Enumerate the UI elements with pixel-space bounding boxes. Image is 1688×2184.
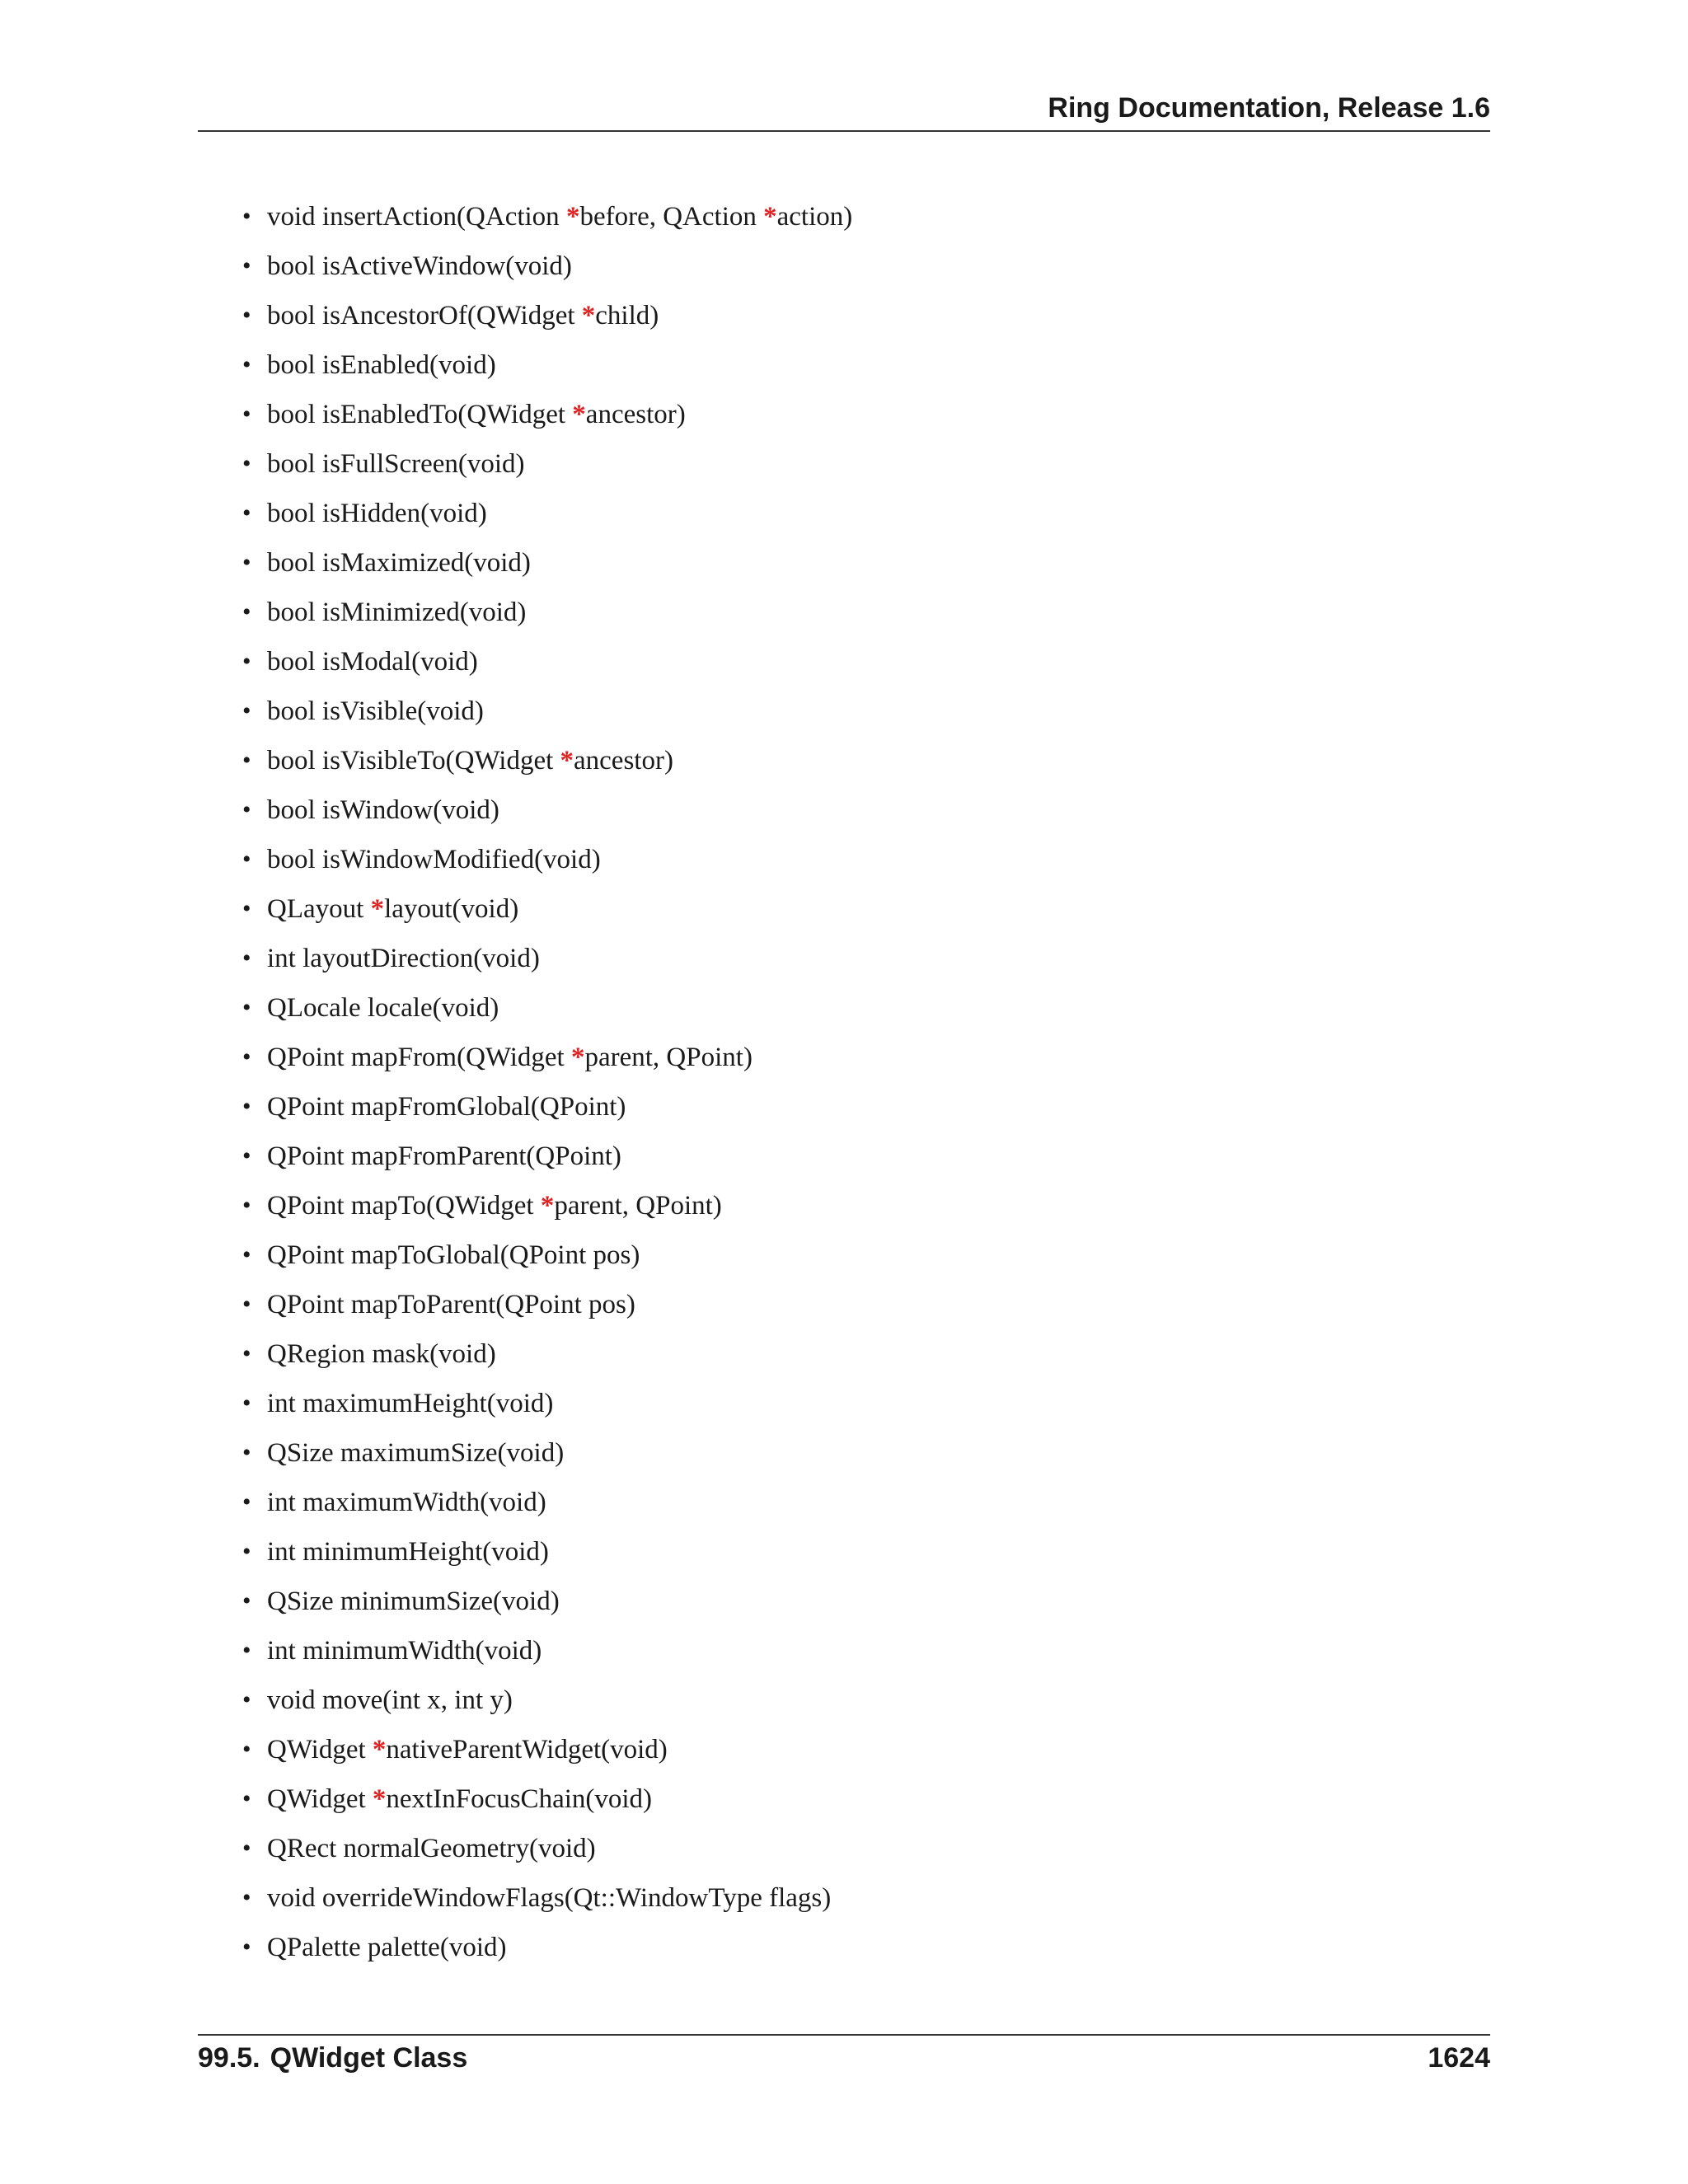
pointer-star: * bbox=[560, 746, 574, 776]
method-signature-text: int layoutDirection(void) bbox=[267, 944, 540, 973]
method-signature-text: QPoint mapToParent(QPoint pos) bbox=[267, 1290, 635, 1319]
method-signature-text: bool isEnabledTo(QWidget bbox=[267, 400, 573, 429]
method-signature-text: QPoint mapFromGlobal(QPoint) bbox=[267, 1092, 626, 1122]
method-signature-text: bool isFullScreen(void) bbox=[267, 449, 525, 479]
method-item bbox=[0, 1082, 852, 1132]
method-signature-text: void overrideWindowFlags(Qt::WindowType flags) bbox=[267, 1883, 832, 1913]
method-signature-text: bool isWindowModified(void) bbox=[267, 845, 601, 874]
method-item bbox=[0, 538, 852, 588]
method-signature-text: bool isActiveWindow(void) bbox=[267, 251, 572, 281]
method-signature-text: void insertAction(QAction bbox=[267, 202, 566, 232]
method-signature-text: nextInFocusChain(void) bbox=[386, 1784, 653, 1814]
method-signature-text: bool isVisibleTo(QWidget bbox=[267, 746, 560, 776]
method-item bbox=[0, 241, 852, 291]
method-signature-text: int maximumWidth(void) bbox=[267, 1488, 546, 1517]
method-item bbox=[0, 884, 852, 934]
method-item bbox=[0, 1132, 852, 1181]
method-item bbox=[0, 1577, 852, 1626]
pointer-star: * bbox=[372, 1735, 387, 1765]
method-item bbox=[0, 1824, 852, 1873]
method-signature-text: QRect normalGeometry(void) bbox=[267, 1834, 596, 1863]
method-signature-text: ancestor) bbox=[574, 746, 673, 776]
method-signature-text: child) bbox=[595, 301, 659, 330]
method-signature-text: QPoint mapFromParent(QPoint) bbox=[267, 1141, 621, 1171]
method-item bbox=[0, 1379, 852, 1428]
method-item bbox=[0, 291, 852, 340]
method-item bbox=[0, 1774, 852, 1824]
method-item bbox=[0, 785, 852, 835]
method-item bbox=[0, 439, 852, 489]
method-signature-text: int maximumHeight(void) bbox=[267, 1389, 554, 1418]
method-signature-text: action) bbox=[776, 202, 853, 232]
method-signature-text: parent, QPoint) bbox=[554, 1191, 722, 1221]
method-item bbox=[0, 1725, 852, 1774]
method-item bbox=[0, 340, 852, 390]
method-signature-text: bool isVisible(void) bbox=[267, 696, 484, 726]
method-item bbox=[0, 1230, 852, 1280]
method-signature-text: QLocale locale(void) bbox=[267, 993, 499, 1023]
pointer-star: * bbox=[763, 202, 777, 232]
method-signature-text: QSize minimumSize(void) bbox=[267, 1586, 560, 1616]
method-signature-text: bool isEnabled(void) bbox=[267, 350, 496, 380]
method-signature-text: bool isMaximized(void) bbox=[267, 548, 531, 578]
method-signature-text: QWidget bbox=[267, 1735, 373, 1765]
footer-rule bbox=[198, 2034, 1490, 2036]
method-item bbox=[0, 934, 852, 983]
method-signature-text: ancestor) bbox=[585, 400, 686, 429]
footer-section bbox=[198, 2042, 467, 2074]
method-item bbox=[0, 1873, 852, 1923]
method-signature-text: bool isMinimized(void) bbox=[267, 598, 527, 627]
method-signature-text: QPoint mapFrom(QWidget bbox=[267, 1043, 571, 1072]
method-item bbox=[0, 1181, 852, 1230]
method-item bbox=[0, 192, 852, 241]
method-item bbox=[0, 687, 852, 736]
pointer-star: * bbox=[540, 1191, 555, 1221]
method-signature-text: int minimumWidth(void) bbox=[267, 1636, 542, 1666]
method-item bbox=[0, 983, 852, 1033]
pointer-star: * bbox=[565, 202, 580, 232]
method-signature-text: before, QAction bbox=[579, 202, 764, 232]
pointer-star: * bbox=[581, 301, 596, 330]
method-signature-text: nativeParentWidget(void) bbox=[386, 1735, 668, 1765]
method-signature-text: int minimumHeight(void) bbox=[267, 1537, 549, 1567]
method-item bbox=[0, 736, 852, 785]
method-item bbox=[0, 1923, 852, 1972]
method-item bbox=[0, 835, 852, 884]
method-signature-text: bool isModal(void) bbox=[267, 647, 478, 677]
method-item bbox=[0, 1428, 852, 1478]
footer-section-title: QWidget Class bbox=[270, 2042, 468, 2074]
method-signature-text: bool isWindow(void) bbox=[267, 795, 499, 825]
method-item bbox=[0, 390, 852, 439]
method-item bbox=[0, 1329, 852, 1379]
method-item bbox=[0, 489, 852, 538]
pointer-star: * bbox=[572, 400, 586, 429]
method-item bbox=[0, 1675, 852, 1725]
method-item bbox=[0, 1527, 852, 1577]
pointer-star: * bbox=[370, 894, 385, 924]
running-header-title: Ring Documentation, Release 1.6 bbox=[1048, 92, 1490, 124]
method-signature-text: bool isHidden(void) bbox=[267, 499, 487, 528]
pointer-star: * bbox=[570, 1043, 585, 1072]
method-signature-text: QPalette palette(void) bbox=[267, 1933, 507, 1962]
footer-section-number: 99.5. bbox=[198, 2042, 260, 2074]
method-signature-text: bool isAncestorOf(QWidget bbox=[267, 301, 582, 330]
method-signature-text: QPoint mapTo(QWidget bbox=[267, 1191, 541, 1221]
method-item bbox=[0, 1280, 852, 1329]
method-signature-text: QSize maximumSize(void) bbox=[267, 1438, 565, 1468]
method-signature-text: QWidget bbox=[267, 1784, 373, 1814]
method-item bbox=[0, 1033, 852, 1082]
method-signature-text: parent, QPoint) bbox=[584, 1043, 753, 1072]
method-item bbox=[0, 1626, 852, 1675]
method-item bbox=[0, 1478, 852, 1527]
footer-page-number: 1624 bbox=[1428, 2042, 1490, 2074]
method-item bbox=[0, 588, 852, 637]
pointer-star: * bbox=[372, 1784, 387, 1814]
method-signature-text: QRegion mask(void) bbox=[267, 1339, 496, 1369]
method-signature-text: QLayout bbox=[267, 894, 371, 924]
method-signature-text: void move(int x, int y) bbox=[267, 1685, 513, 1715]
method-item bbox=[0, 637, 852, 687]
header-rule bbox=[198, 130, 1490, 132]
method-signature-text: layout(void) bbox=[384, 894, 519, 924]
method-signature-text: QPoint mapToGlobal(QPoint pos) bbox=[267, 1240, 640, 1270]
method-list bbox=[0, 192, 852, 1972]
